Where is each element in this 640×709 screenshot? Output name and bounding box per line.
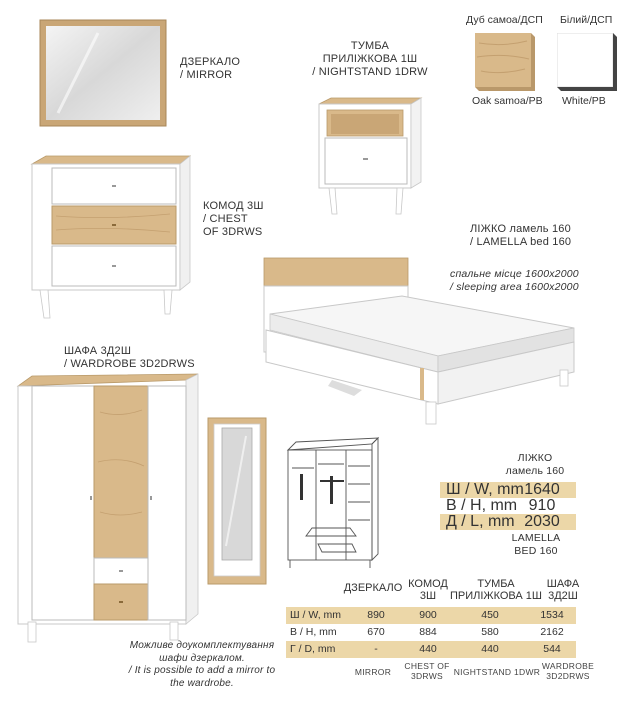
nightstand-label-2: ПРИЛІЖКОВА 1Ш (322, 53, 418, 65)
dims-row (286, 624, 576, 641)
dims-row-key: В / H, mm (290, 626, 337, 638)
dims-footer-line: 3DRWS (410, 671, 444, 681)
dims-footer-mirror (344, 667, 402, 677)
dims-row (286, 607, 576, 624)
bed-table-row (440, 498, 576, 514)
dims-header-nightstand (446, 578, 546, 602)
wardrobe-label-1: ШАФА 3Д2Ш (64, 345, 132, 357)
dims-footer-chest (398, 661, 456, 681)
bed-label-2: / LAMELLA bed 160 (470, 236, 572, 248)
dims-cell: 670 (367, 626, 385, 638)
dims-footer-line: 3D2DRWS (546, 671, 590, 681)
chest-label-2: / CHEST (203, 213, 248, 225)
bed-table-title-1: ЛІЖКО (517, 452, 553, 464)
bed-table-value: 910 (528, 497, 556, 514)
nightstand-label (300, 40, 440, 79)
mirror-note (114, 640, 290, 690)
chest-label-3: OF 3DRWS (203, 226, 263, 238)
dims-cell: 1534 (540, 609, 564, 621)
wardrobe-label-2: / WARDROBE 3D2DRWS (64, 358, 195, 370)
dims-row (286, 641, 576, 658)
dims-cell: 900 (419, 609, 437, 621)
mirror-note-line-2: шафи дзеркалом. (159, 652, 245, 664)
bed-label-1: ЛІЖКО ламель 160 (470, 223, 571, 235)
swatch-oak-bottom-label: Oak samoa/PB (472, 95, 543, 107)
mirror-note-line-4: the wardrobe. (170, 677, 234, 689)
nightstand-label-3: / NIGHTSTAND 1DRW (312, 66, 428, 78)
bed-table-value: 2030 (524, 513, 560, 530)
wardrobe-mirror-door-illustration (206, 416, 270, 588)
bed-table-footer (488, 532, 584, 558)
dims-header-line: ДЗЕРКАЛО (343, 582, 403, 594)
bed-label (470, 223, 571, 249)
dims-cell: 544 (543, 643, 561, 655)
bed-table-key: В / H, mm (446, 497, 518, 514)
dims-cell: 2162 (540, 626, 564, 638)
dims-header-line: ШАФА (546, 578, 580, 590)
mirror-note-line-1: Можливе доукомплектування (129, 640, 275, 651)
bed-table-row (440, 514, 576, 530)
chest-illustration (30, 154, 194, 320)
bed-table-key: Д / L, mm (446, 513, 515, 530)
bed-table-value: 1640 (524, 481, 560, 498)
dims-header-mirror (340, 582, 406, 594)
wardrobe-label (64, 345, 195, 371)
bed-sleeping-area-1: спальне місце 1600х2000 (450, 268, 579, 280)
dims-header-line: ТУМБА (477, 578, 515, 590)
dims-cell: 890 (367, 609, 385, 621)
dims-footer-line: CHEST OF (404, 661, 450, 671)
dims-header-wardrobe (538, 578, 588, 602)
nightstand-label-1: ТУМБА (350, 40, 390, 52)
swatch-oak-top-label: Дуб самоа/ДСП (466, 14, 543, 26)
bed-table-footer-1: LAMELLA (511, 532, 561, 544)
bed-table-footer-2: BED 160 (514, 545, 558, 557)
dims-header-line: КОМОД (408, 578, 448, 590)
dims-cell: 450 (481, 609, 499, 621)
dims-footer-line: NIGHTSTAND 1DWR (453, 667, 541, 677)
chest-label (203, 200, 264, 239)
dims-footer-wardrobe (538, 661, 598, 681)
swatch-white-top-label: Білий/ДСП (560, 14, 613, 26)
nightstand-illustration (315, 96, 425, 218)
dims-cell: 884 (419, 626, 437, 638)
swatch-white-sample (557, 33, 619, 91)
dims-cell: 440 (419, 643, 437, 655)
wardrobe-interior-drawing (282, 436, 382, 570)
dims-header-line: 3Д2Ш (548, 590, 578, 602)
mirror-note-line-3: / It is possible to add a mirror to (128, 665, 276, 676)
dims-cell: 580 (481, 626, 499, 638)
bed-table-key: Ш / W, mm (446, 481, 524, 498)
dims-footer-line: WARDROBE (541, 661, 595, 671)
dims-cell: 440 (481, 643, 499, 655)
dims-row-key: Г / D, mm (290, 643, 336, 655)
dims-row-key: Ш / W, mm (290, 609, 342, 621)
swatch-white-bottom-label: White/PB (562, 95, 606, 107)
dims-footer-line: MIRROR (354, 667, 392, 677)
bed-table-row (440, 482, 576, 498)
mirror-label (180, 56, 240, 82)
dims-cell: - (374, 643, 378, 655)
bed-table-title-2: ламель 160 (505, 465, 565, 477)
chest-label-1: КОМОД 3Ш (203, 200, 264, 212)
bed-illustration (262, 256, 582, 428)
mirror-illustration (38, 18, 170, 130)
wardrobe-illustration (14, 372, 204, 644)
dims-header-line: 3Ш (419, 590, 437, 602)
mirror-label-en: / MIRROR (180, 69, 233, 81)
mirror-label-uk: ДЗЕРКАЛО (180, 56, 241, 68)
bed-table-title (480, 452, 590, 478)
dims-footer-nightstand (450, 667, 544, 677)
dims-header-line: ПРИЛІЖКОВА 1Ш (450, 590, 542, 602)
swatch-oak-sample (475, 33, 537, 91)
bed-sleeping-area-2: / sleeping area 1600х2000 (450, 281, 579, 293)
